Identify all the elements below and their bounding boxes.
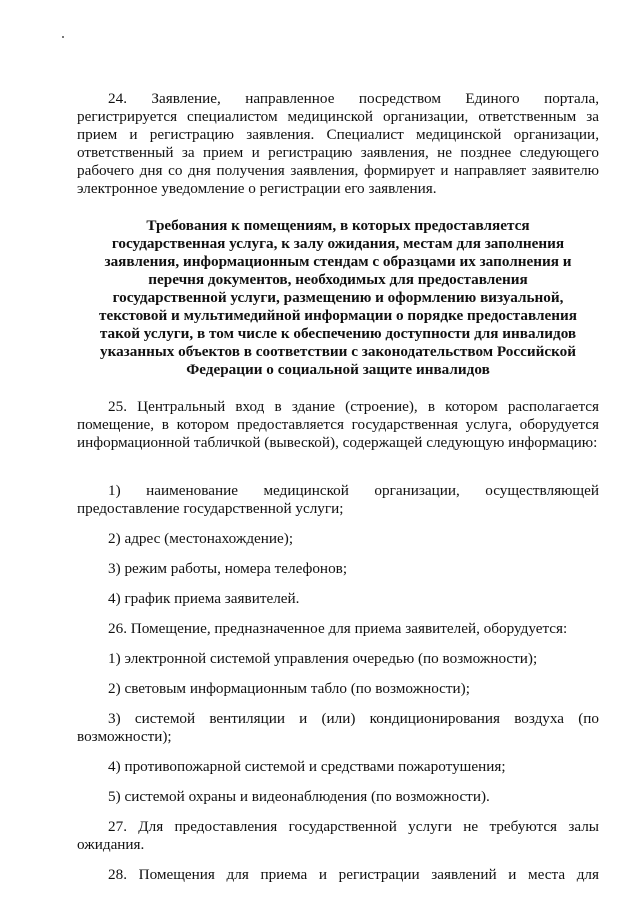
paragraph-28: 28. Помещения для приема и регистрации заявлений и места для [108,866,599,883]
paragraph-25: 25. Центральный вход в здание (строение), в котором располагается помещение, в котором предоставляется государственная услуга, оборудуется информационной табличкой (вывеской), содержащей следующую информацию: [77,398,599,451]
list-25 [77,482,599,608]
scan-dot [62,36,64,38]
paragraph-26: 26. Помещение, предназначенное для приема заявителей, оборудуется: [108,620,568,637]
list-item-26-3: 3) системой вентиляции и (или) кондиционирования воздуха (по возможности); [77,710,599,745]
list-item-25-3: 3) режим работы, номера телефонов; [108,560,348,577]
list-item-26-2: 2) световым информационным табло (по возможности); [108,680,470,697]
paragraph-24: 24. Заявление, направленное посредством Единого портала, регистрируется специалистом медицинской организации, ответственным за прием и регистрацию заявления. Специалист медицинской организации, ответственный за прием и регистрацию заявления, не позднее следующего рабочего дня со дня получения заявления, формирует и направляет заявителю электронное уведомление о регистрации его заявления. [77,90,599,197]
list-item-25-4: 4) график приема заявителей. [108,590,300,607]
list-26 [77,650,599,806]
list-item-25-2: 2) адрес (местонахождение); [108,530,294,547]
document-page [77,90,599,884]
list-item-26-4: 4) противопожарной системой и средствами пожаротушения; [108,758,506,775]
section-heading: Требования к помещениям, в которых предоставляется государственная услуга, к залу ожидания, местам для заполнения заявления, информационным стендам с образцами их заполнения и перечня документов, необходимых для предоставления государственной услуги, размещению и оформлению визуальной, текстовой и мультимедийной информации о порядке предоставления такой услуги, в том числе к обеспечению доступности для инвалидов указанных объектов в соответствии с законодательством Российской Федерации о социальной защите инвалидов [99,217,577,378]
paragraph-27: 27. Для предоставления государственной услуги не требуются залы ожидания. [77,818,599,853]
list-item-26-5: 5) системой охраны и видеонаблюдения (по возможности). [108,788,490,805]
list-item-25-1: 1) наименование медицинской организации, осуществляющей предоставление государственной услуги; [77,482,599,517]
list-item-26-1: 1) электронной системой управления очередью (по возможности); [108,650,538,667]
